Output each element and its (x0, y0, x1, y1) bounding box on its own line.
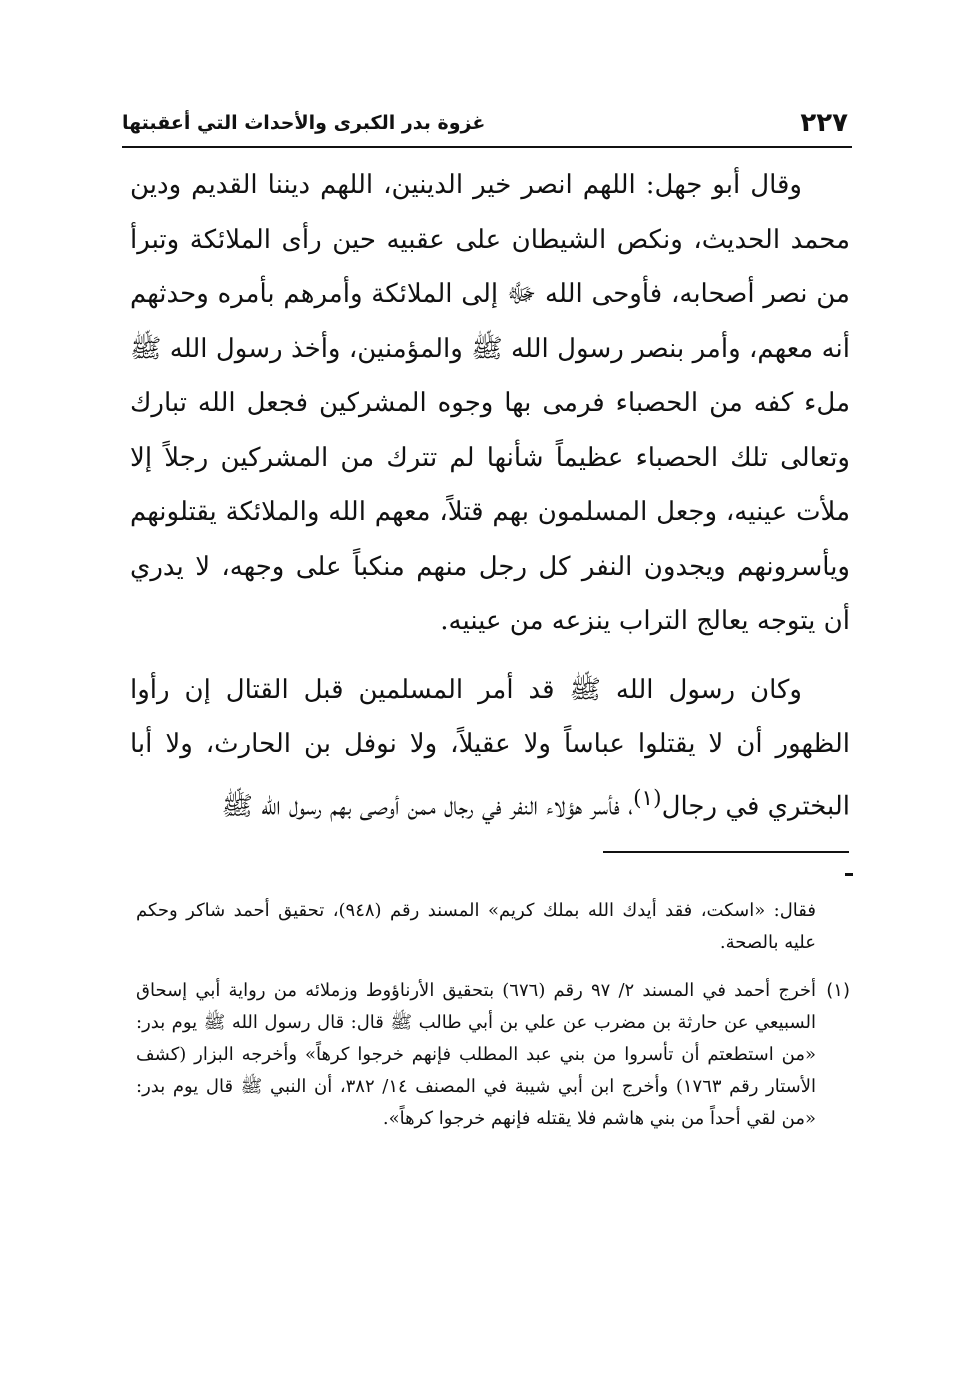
footnote-text: أخرج أحمد في المسند ٢/ ٩٧ رقم (٦٧٦) بتحقيق الأرناؤوط وزملائه من رواية أبي إسحاق السبيعي عن حارثة بن مضرب عن علي بن أبي طالب ﷺ قال: قال رسول الله ﷺ يوم بدر: «من استطعتم أن تأسروا من بني عبد المطلب فإنهم خرجوا كرهاً» وأخرجه البزار (كشف الأستار رقم ١٧٦٣) وأخرج ابن أبي شيبة في المصنف ١٤/ ٣٨٢، أن النبي ﷺ قال يوم بدر: «من لقي أحداً من بني هاشم فلا يقتله فإنهم خرجوا كرهاً». (136, 980, 816, 1129)
paragraph-2-tail: ، فأسر هؤلاء النفر في رجال ممن أوصى بهم رسول الله ﷺ (221, 791, 634, 822)
footnotes (136, 895, 850, 1135)
running-title: غزوة بدر الكبرى والأحداث التي أعقبتها (122, 112, 486, 134)
separator-mark (845, 873, 853, 876)
page-number: ٢٢٧ (800, 108, 848, 138)
footnote-1 (136, 975, 850, 1135)
footnote-reference: (١) (633, 785, 662, 811)
footnote-number: (١) (826, 980, 850, 1001)
header-rule (122, 146, 852, 148)
paragraph-2-text: وكان رسول الله ﷺ قد أمر المسلمين قبل القتال إن رأوا الظهور أن لا يقتلوا عباساً ولا عقيلاً، ولا نوفل بن الحارث، ولا أبا البختري في رجال (130, 674, 850, 822)
footnote-continuation: فقال: «اسكت، فقد أيدك الله بملك كريم» المسند رقم (٩٤٨)، تحقيق أحمد شاكر وحكم عليه بالصحة. (136, 900, 817, 953)
paragraph-1: وقال أبو جهل: اللهم انصر خير الدينين، اللهم ديننا القديم ودين محمد الحديث، ونكص الشيطان على عقبيه حين رأى الملائكة وتبرأ من نصر أصحابه، فأوحى الله ﷻ إلى الملائكة وأمرهم بأمره وحدثهم أنه معهم، وأمر بنصر رسول الله ﷺ والمؤمنين، وأخذ رسول الله ﷺ ملء كفه من الحصباء فرمى بها وجوه المشركين فجعل الله تبارك وتعالى تلك الحصباء عظيماً شأنها لم تترك من المشركين رجلاً إلا ملأت عينيه، وجعل المسلمون بهم قتلاً، معهم الله والملائكة يقتلونهم ويأسرونهم ويجدون النفر كل رجل منهم منكباً على وجهه، لا يدري أن يتوجه يعالج التراب ينزعه من عينيه. (130, 170, 850, 636)
footnote-separator (603, 851, 849, 853)
page-header (122, 108, 852, 144)
main-text (130, 158, 850, 834)
paragraph-2 (130, 663, 850, 834)
